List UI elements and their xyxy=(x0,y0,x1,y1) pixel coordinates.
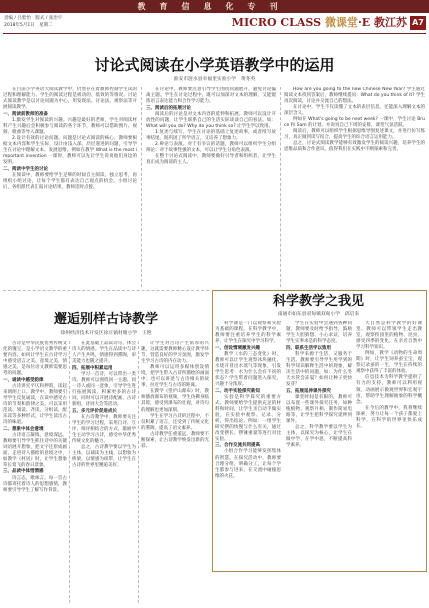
article1-byline: 淮安市涟水县幸福里实验小学 黄冬英 xyxy=(173,77,256,82)
paragraph: 古诗是中华民族优秀传统文化的瑰宝，是小学语文教学的重要内容。如何让学生在古诗学习中感受语言之美、意境之美、情感之美，是每位语文教师需要思考的问题。 xyxy=(3,341,67,377)
paragraph: 总之，科学教学要以学生为主体，以探究为核心，让学生在做中学、在学中思，不断提高科学素养。 xyxy=(286,424,352,448)
section-heading: 四、联系生活学以致用 xyxy=(286,345,331,351)
paragraph: 诗言志，歌咏言。每一首古诗都寄托着诗人的思想感情，教师要引导学生了解写作背景。 xyxy=(3,475,67,493)
paragraph: 阅读后，教师可以组织学生根据思维导图复述课文，并进行仿写练习，真正做到读写结合，提高学生的综合语言运用能力。 xyxy=(284,129,425,141)
paragraph: 大自然是科学教学的好课堂。教师可以带领学生走出教室，观察校园里的植物、昆虫，感受四季的变化，在亲近自然中学习科学知识。 xyxy=(356,321,422,351)
article1-col1 xyxy=(3,87,137,311)
section-heading: 四、拓展中积累运用 xyxy=(72,365,113,371)
paragraph: 学生在学习古诗的过程中，不仅积累了语言，还受到了传统文化的熏陶，提高了语文素养。 xyxy=(141,413,209,431)
editor-credit: 责编 / 吕紫怡 xyxy=(4,16,31,21)
paragraph: 学习一首诗，可以带出一类诗。教师可以围绕同一主题、同一诗人或同一意象，引导学生进行拓展阅读，积累更多的古诗词。同时可以开展诗配画、古诗新唱、诗词大会等活动。 xyxy=(72,371,136,407)
column-brand xyxy=(232,16,407,30)
paragraph: 学生在实验中会遇到各种问题，教师要及时给予指导，鼓励学生大胆猜想、小心求证，培养学生实事求是的科学态度。 xyxy=(286,321,352,345)
section-heading: 一、诵读中感受韵律 xyxy=(3,377,44,383)
brand-end: 教江苏 xyxy=(374,16,407,29)
paragraph: 2.辩论与表演。对于有争议的话题，教师可以组织学生分组辩论；对于故事性强的文本，可以让学生分角色表演。 xyxy=(146,141,276,153)
page-number: A7 xyxy=(410,16,426,30)
paragraph: 教师可以运用多媒体创设情境，把学生带入古诗所描绘的画面中；也可以讲述与古诗相关的故事，拉近学生与古诗的距离。 xyxy=(141,365,209,389)
paragraph: 例如在 What's going to be next week? 一课中，学生讨论 Bruce 和 Sam 的计划，并说说自己下周的安排，课堂气氛活跃。 xyxy=(284,117,425,129)
article2-col2 xyxy=(72,341,136,605)
column-divider xyxy=(69,341,70,603)
column-divider xyxy=(138,341,139,603)
section-heading: 一、创设情境激发兴趣 xyxy=(215,345,260,351)
paragraph: 古诗语言凝练，意境深远。教师要引导学生抓住诗中的关键词语展开想象，把文字还原成画面，走进诗人描绘的意境之中，如教学《村居》时，让学生想象草长莺飞的春日景象。 xyxy=(3,432,67,468)
article2-col1 xyxy=(3,341,67,605)
brand-cn: 微课堂 xyxy=(324,16,358,29)
article3-byline: 南通市如东县双甸镇双甸小学 邱启来 xyxy=(277,312,360,317)
paragraph: 在古诗教学中，教师要关注学生的学习过程，采用自评、互评、师评相结合的方式，激励学生主动学习古诗，感受中华优秀传统文化的魅力。 xyxy=(72,414,136,444)
paragraph: 总之，讨论式阅读教学能够有效激发学生的阅读兴趣，培养学生的思维品质和合作意识，值得我们在实践中不断探索和完善。 xyxy=(284,141,425,153)
section-heading: 二、想象中体会意境 xyxy=(3,426,44,432)
paragraph: 信息技术为科学教学提供了有力的支持，教师可以利用视频、动画展示微观世界和宏观宇宙，帮助学生理解抽象的科学概念。 xyxy=(356,375,422,405)
article2-title: 邂逅别样古诗教学 xyxy=(53,312,158,327)
paragraph: 小组合作学习能够发挥集体的智慧。在探究活动中，教师要合理分组，明确分工，让每个学生都参与进来，在交流中碰撞思维的火花。 xyxy=(215,449,281,479)
paragraph: 总之，古诗教学要以学生为主体，以诵读为主线，以想象为桥梁，以情感为纽带，让学生在古诗的世界里邂逅美好。 xyxy=(72,444,136,468)
paragraph: 1.激发学生对阅读的兴趣。兴趣是最好的老师，学生对阅读材料产生兴趣后会积极参与阅读的各个环节，教师可以借助图片、视频、歌曲等导入课题。 xyxy=(3,117,137,135)
article1-title: 讨论式阅读在小学英语教学中的运用 xyxy=(94,56,335,74)
brand-dot: ·E xyxy=(357,16,371,29)
paragraph: 课堂时间是有限的，教师可以布置一些课外探究任务，如种植植物、观察月相、制作简易电路等，让学生把科学探究延伸到课外。 xyxy=(286,394,352,424)
paragraph: 1.复述与续写。学生在讨论的基础上复述故事，或者续写故事结尾，既巩固了所学语言，又培养了想象力。 xyxy=(146,129,276,141)
paragraph: 在教学《望庐山瀑布》时，教师播放瀑布的视频，学生仿佛身临其境，感受到瀑布的壮观，对诗句的理解也更加深刻。 xyxy=(141,389,209,413)
section-heading: 三、阅读后的拓展讨论 xyxy=(146,105,191,111)
article3-title: 科学教学之我见 xyxy=(272,294,364,309)
issue-date: 2018年5月1日 xyxy=(4,23,35,28)
section-heading: 五、多元评价促进成长 xyxy=(72,408,117,414)
paragraph: 在讨论中，教师要注意引导学生围绕问题展开，避免讨论偏离主题。学生在讨论过程中，既可以加深对文本的理解，又能锻炼语言表达能力和合作学习能力。 xyxy=(146,87,276,105)
section-divider xyxy=(3,290,209,291)
section-heading: 三、品读中体悟情感 xyxy=(3,469,44,475)
paragraph: 2.设计有效的讨论问题。问题是讨论式阅读的核心，教师要根据文本内容和学生实际，设计由浅入深、层层递进的问题，引导学生在讨论中理解文本、发展思维。例如在教学 What is the most important invention 一课时，教师可以先让学生说说他们身边的发明。 xyxy=(3,135,137,166)
paragraph: 科学来源于生活，又服务于生活。教师要引导学生用学到的科学知识解释生活中的现象，解决生活中的问题，如：为什么冬天水管会冻裂？如何让种子更快发芽？ xyxy=(286,351,352,387)
article3-col3 xyxy=(356,321,422,567)
paragraph: 在目前小学英语大阅读教学中，仍然存在着教师控制学生读的过程和理解能力、学生的阅读过程是被动的、低效的等情况。讨论式阅读教学是以讨论问题为中心，用发现法、讨论法、观察法等开展阅读教学。 xyxy=(3,87,137,111)
paragraph: 科学课是一门以观察和实验为基础的课程。在科学教学中，教师要注重培养学生的科学素养，让学生在探究中学习科学。 xyxy=(215,321,281,345)
section-heading: 二、动手实验探究新知 xyxy=(215,388,260,394)
paragraph: 古诗讲究平仄和押韵，读起来朗朗上口。教学中，教师要引导学生反复诵读，在读中感受古诗的节奏和韵律之美。可以采用范读、领读、齐读、分组读、配乐读等多种形式，让学生读出古诗的味道。 xyxy=(3,383,67,426)
issue-weekday: 星期二 xyxy=(39,23,53,28)
section-heading: 三、合作交流共同提高 xyxy=(215,443,260,449)
header-meta-editors xyxy=(4,16,62,22)
article2-byline: 徐州经济技术开发区徐庄镇村塘小学 王艳 xyxy=(60,331,152,336)
paragraph: How are you going to the new Chinese New Year? 学生通过阅读文本找到答案后，教师继续提问：What do you think of it? 学生再次阅读，讨论并交流自己的想法。 xyxy=(284,87,425,105)
paragraph: 让学生对古诗产生浓厚的兴趣，这就需要教师精心设计教学环节，营造良好的学习氛围，激发学生学习古诗的内在动力。 xyxy=(141,341,209,365)
section-heading: 五、拓展延伸课外探究 xyxy=(286,388,331,394)
paragraph: 在阅读中，教师要给学生足够的时间自主阅读、独立思考，再组织小组讨论，让每个学生都有表达自己观点的机会。小组讨论后，各组派代表汇报讨论结果，教师适时点拨。 xyxy=(3,172,137,190)
layout-credit: 版式 / 张治宇 xyxy=(35,16,63,21)
header-meta-date xyxy=(4,23,53,29)
paragraph: 实验是科学探究的重要方式。教师要给学生提供充足的材料和时间，让学生亲自动手做实验，在实验中观察、记录、分析，得出结论。例如：一组学生研究摆的快慢与什么有关，通过改变摆长、摆锤重量等进行对比实验。 xyxy=(215,394,281,442)
section-heading: 二、阅读中学生的讨论 xyxy=(3,166,48,172)
header-band-text: 教育信息化专刊 xyxy=(137,1,292,11)
paragraph: 古诗教学任重道远，教师要不断探索，让古诗教学焕发出新的光彩。 xyxy=(141,431,209,449)
paragraph: 例如，教学《动物的生命周期》时，让学生饲养蚕宝宝，观察记录蚕的一生，学生在持续的观察中获得了丰富的体验。 xyxy=(356,351,422,375)
paragraph: 在讨论中，学生不仅读懂了文本的表层信息，还能深入理解文本的深层含义。 xyxy=(284,105,425,117)
article1-col3 xyxy=(284,87,425,285)
paragraph: 在今后的教学中，我将继续探索，努力让每一个孩子都爱上科学，在科学的世界里快乐成长。 xyxy=(356,405,422,429)
paragraph: 在整个讨论式阅读中，教师要做好引导者和组织者，让学生真正成为阅读的主人。 xyxy=(146,154,276,166)
article3-col1 xyxy=(215,321,281,567)
paragraph: 教学《水的三态变化》时，教师可以让学生观察冰块融化、水烧开冒出水蒸气等现象，引发学生思考：水为什么会有不同的状态？学生带着问题进入探究，兴趣十分浓厚。 xyxy=(215,351,281,387)
column-divider xyxy=(280,87,281,287)
article2-col3 xyxy=(141,341,209,605)
paragraph: 阅读后的讨论是对文本内容的延伸和拓展。教师可以设计开放性的问题，让学生联系自己的生活实际谈谈自己的看法。如：What will you do? Why do you think so? 让学生学以致用。 xyxy=(146,111,276,129)
section-heading: 一、阅读前教师的准备 xyxy=(3,111,48,117)
header-rule xyxy=(3,33,426,34)
article3-col2 xyxy=(286,321,352,567)
brand-en: MICRO CLASS xyxy=(231,16,322,29)
column-divider xyxy=(141,87,142,287)
article1-col2 xyxy=(146,87,276,287)
paragraph: 在此基础上品读诗句，体会诗人的情感。学生在品读中与诗人产生共鸣，情感得到熏陶，审美能力也随之提升。 xyxy=(72,341,136,365)
